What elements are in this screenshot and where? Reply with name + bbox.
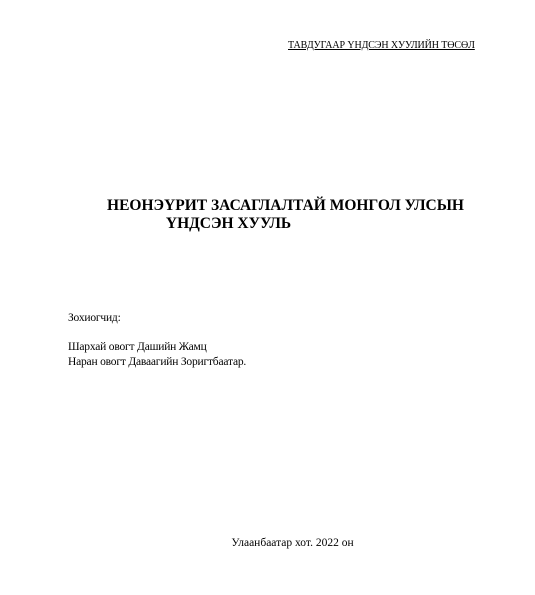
draft-label: ТАВДУГААР ҮНДСЭН ХУУЛИЙН ТӨСӨЛ [288, 40, 475, 51]
author-1: Шархай овогт Дашийн Жамц [68, 341, 207, 353]
place-and-year: Улаанбаатар хот. 2022 он [231, 537, 354, 549]
document-title-line-2: ҮНДСЭН ХУУЛЬ [165, 215, 292, 232]
document-title [0, 197, 535, 233]
authors-heading: Зохиогчид: [68, 312, 121, 324]
author-2: Наран овогт Даваагийн Зоригтбаатар. [68, 356, 247, 368]
authors-block [68, 311, 246, 370]
document-title-line-1: НЕОНЭҮРИТ ЗАСАГЛАЛТАЙ МОНГОЛ УЛСЫН [107, 197, 464, 214]
